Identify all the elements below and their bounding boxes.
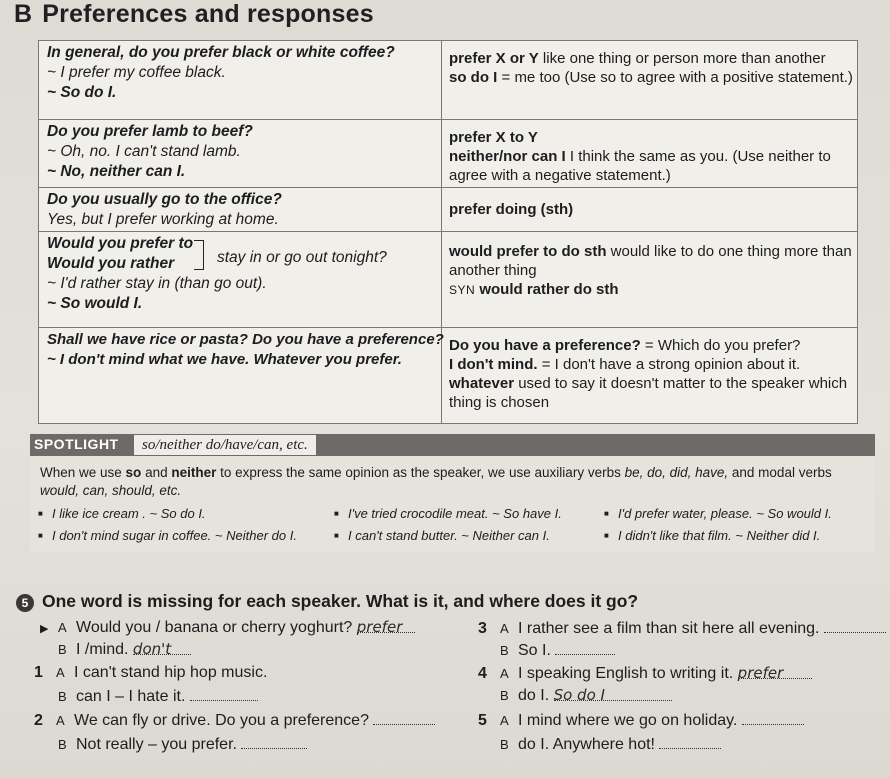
arrow-icon: ▶ [40,623,49,635]
exercise-item-2b [58,734,307,754]
exercise-text: I mind where we go on holiday. [518,712,738,729]
example-line: ~ I'd rather stay in (than go out). [47,275,267,292]
example-line: ~ Oh, no. I can't stand lamb. [47,143,241,160]
answer-blank[interactable] [373,710,435,725]
item-number: 5 [478,712,487,729]
example-line: In general, do you prefer black or white coffee? [47,44,395,61]
spotlight-example: ■ I've tried crocodile meat. ~ So have I. [348,506,562,521]
spotlight-example: ■ I didn't like that film. ~ Neither did I. [618,528,820,543]
item-number: 1 [34,664,43,681]
spotlight-intro [40,464,860,500]
spotlight-topic: so/neither do/have/can, etc. [134,435,316,455]
synonym-marker: SYN [449,283,476,297]
phrase: would rather do sth [475,281,619,298]
exercise-item-4b [500,686,672,705]
speaker-letter: A [58,620,67,635]
intro-keyword: so [125,465,142,480]
phrase: so do I [449,69,498,86]
example-line: Do you prefer lamb to beef? [47,123,253,140]
answer-blank[interactable] [659,734,721,749]
answer-blank[interactable]: don't [133,640,191,655]
exercise-text: can I – I hate it. [76,688,186,705]
exercise-item-1b [58,686,258,706]
example-line: ~ I don't mind what we have. Whatever you prefer. [47,351,402,368]
spotlight-example: ■ I can't stand butter. ~ Neither can I. [348,528,550,543]
speaker-letter: A [500,713,509,728]
speaker-letter: B [500,737,509,752]
definition-cell [449,128,854,185]
bracket-icon [194,240,204,270]
intro-modals: would, can, should, etc. [40,483,182,498]
intro-text: When we use [40,465,126,480]
example-cell [47,43,443,103]
exercise-item-5b [500,734,721,754]
answer-blank[interactable]: So do I [554,686,672,701]
table-row [39,187,857,231]
example-cell [47,190,443,230]
definition: used to say it doesn't matter to the speaker which thing is chosen [449,375,848,411]
item-number: 2 [34,712,43,729]
exercise-item-2a [34,710,435,730]
definition: I think the same as you. (Use neither to agree with a negative statement.) [449,148,831,184]
definition-cell [449,242,854,300]
exercise-text: do I. Anywhere hot! [518,736,655,753]
answer-blank[interactable] [742,710,804,725]
speaker-letter: B [58,689,67,704]
example-line: Do you usually go to the office? [47,191,282,208]
example-line: Would you prefer to [47,235,194,252]
intro-text: to express the same opinion as the speaker, we use auxiliary verbs [216,465,625,480]
speaker-letter: A [56,665,65,680]
phrase: Do you have a preference? [449,337,641,354]
phrase: prefer X to Y [449,129,538,146]
definition: = I don't have a strong opinion about it. [537,356,801,373]
spotlight-header [30,434,875,456]
intro-keyword: neither [171,465,217,480]
table-row [39,231,857,327]
intro-verbs: be, do, did, have, [624,465,729,480]
exercise-text: Would you / banana or cherry yoghurt? [76,619,353,636]
table-row [39,41,857,119]
phrase: prefer doing (sth) [449,201,574,218]
spotlight-example: ■ I'd prefer water, please. ~ So would I. [618,506,832,521]
example-line: Would you rather [47,255,175,272]
exercise-item-1a [34,664,267,682]
example-line-b [58,640,191,659]
item-number: 4 [478,665,487,682]
phrase: prefer X or Y [449,50,539,67]
answer-blank[interactable] [555,640,615,655]
exercise-instruction: One word is missing for each speaker. What is it, and where does it go? [42,591,639,611]
exercise-item-3a [478,618,886,638]
answer-blank[interactable] [824,618,886,633]
example-cell [47,234,443,324]
example-line: Yes, but I prefer working at home. [47,211,279,228]
table-row [39,119,857,187]
answer-blank[interactable] [190,686,258,701]
exercise-text: I /mind. [76,641,129,658]
example-line: stay in or go out tonight? [217,249,387,266]
speaker-letter: A [500,666,509,681]
definition: = Which do you prefer? [640,337,801,354]
definition-cell [449,336,854,412]
section-title [14,0,374,29]
example-line: ~ So do I. [47,84,117,101]
exercise-text: I can't stand hip hop music. [74,664,268,681]
speaker-letter: A [500,621,509,636]
table-row [39,327,857,423]
section-letter: B [14,0,33,28]
exercise-item-3b [500,640,615,660]
exercise-text: I speaking English to writing it. [518,665,734,682]
answer-blank[interactable] [241,734,307,749]
spotlight-label: SPOTLIGHT [34,436,119,452]
answer-blank[interactable]: prefer [738,664,812,679]
section-heading: Preferences and responses [42,0,374,28]
exercise-item-5a [478,710,804,730]
answer-blank[interactable]: prefer [357,618,415,633]
intro-text: and [141,465,172,480]
definition: would like to do one thing more than another thing [449,243,852,279]
example-line-a [40,618,415,637]
spotlight-example: ■ I don't mind sugar in coffee. ~ Neither do I. [52,528,297,543]
example-line: ~ No, neither can I. [47,163,186,180]
exercise-item-4a [478,664,812,683]
phrase: neither/nor can I [449,148,566,165]
intro-text: and modal verbs [728,465,832,480]
example-cell [47,330,447,370]
exercise-text: Not really – you prefer. [76,736,237,753]
speaker-letter: B [500,643,509,658]
definition-cell [449,49,854,87]
example-line: ~ So would I. [47,295,143,312]
phrase: whatever [449,375,515,392]
example-line: ~ I prefer my coffee black. [47,64,226,81]
spotlight-box [30,434,875,552]
definition-cell [449,200,854,219]
exercise-number: 5 [16,594,34,612]
phrase: would prefer to do sth [449,243,607,260]
exercise-text: I rather see a film than sit here all evening. [518,620,820,637]
phrase: I don't mind. [449,356,538,373]
speaker-letter: A [56,713,65,728]
item-number: 3 [478,620,487,637]
example-cell [47,122,443,182]
speaker-letter: B [500,688,509,703]
speaker-letter: B [58,642,67,657]
exercise-text: We can fly or drive. Do you a preference? [74,712,369,729]
definition: like one thing or person more than another [538,50,826,67]
example-line: Shall we have rice or pasta? Do you have a preference? [47,331,444,348]
vocabulary-table [38,40,858,424]
exercise-text: So I. [518,642,551,659]
spotlight-example: ■ I like ice cream . ~ So do I. [52,506,206,521]
definition: = me too (Use so to agree with a positive statement.) [497,69,853,86]
exercise-text: do I. [518,687,550,704]
speaker-letter: B [58,737,67,752]
